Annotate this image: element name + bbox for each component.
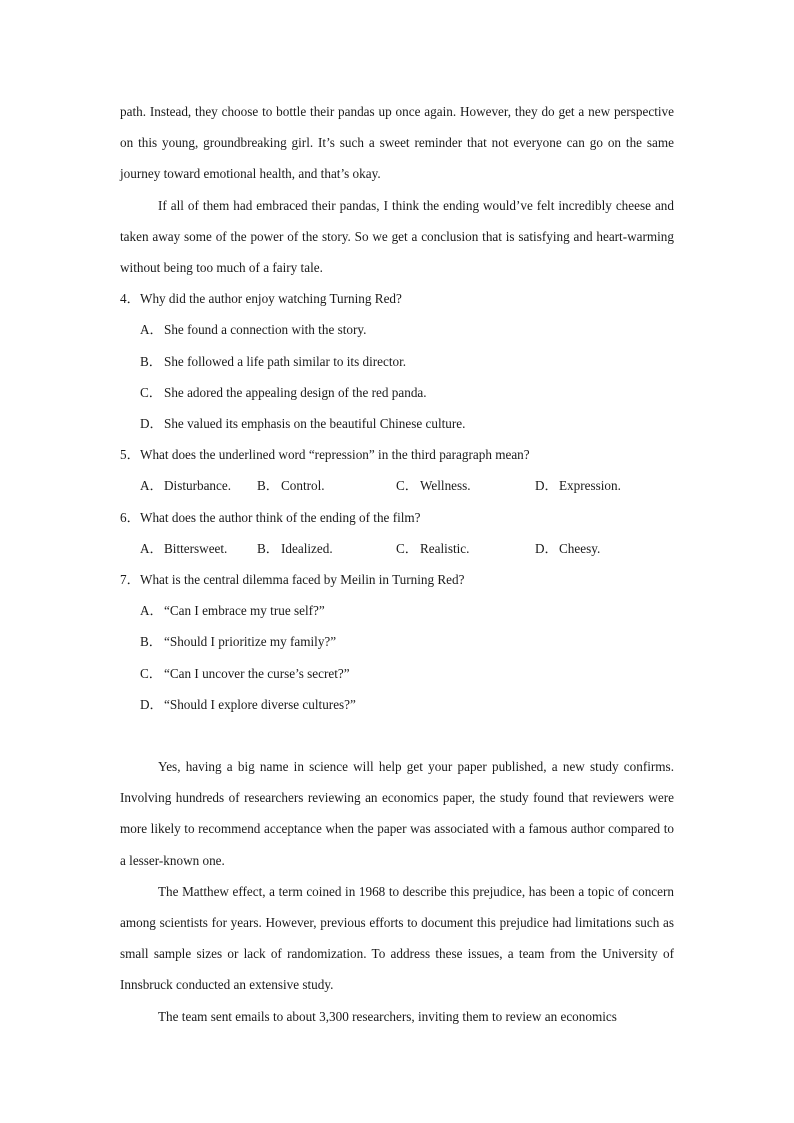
option-text: She valued its emphasis on the beautiful Chinese culture. — [164, 416, 466, 432]
question-number: 5． — [120, 447, 140, 463]
option-d — [120, 408, 674, 439]
options-row — [120, 470, 674, 501]
option-c — [120, 658, 674, 689]
passage-paragraph: The team sent emails to about 3,300 researchers, inviting them to review an economics — [158, 1008, 617, 1024]
option-d — [535, 470, 621, 501]
question-6 — [120, 502, 674, 564]
option-text: “Should I explore diverse cultures?” — [164, 696, 356, 712]
question-number: 4． — [120, 291, 140, 307]
passage-paragraph: Yes, having a big name in science will help get your paper published, a new study confirms. Involving hundreds of researchers reviewing an economics paper, the study found that reviewers were more likely to recommend acceptance when the paper was associated with a famous author compared to a lesser-known one. — [120, 759, 674, 868]
option-label: A． — [140, 540, 163, 556]
option-label: C． — [396, 540, 418, 556]
option-b — [257, 470, 325, 501]
option-label: B． — [257, 540, 279, 556]
option-a — [120, 595, 674, 626]
option-text: She followed a life path similar to its director. — [164, 353, 407, 369]
option-label: C． — [140, 665, 162, 681]
option-text: Control. — [281, 478, 325, 494]
option-label: A． — [140, 478, 163, 494]
option-text: She adored the appealing design of the red panda. — [164, 384, 427, 400]
option-text: Bittersweet. — [164, 540, 228, 556]
passage-paragraph: The Matthew effect, a term coined in 1968 to describe this prejudice, has been a topic of concern among scientists for years. However, previous efforts to document this prejudice had limitations such as small sample sizes or lack of randomization. To address these issues, a team from the University of Innsbruck conducted an extensive study. — [120, 883, 674, 993]
question-stem: What is the central dilemma faced by Meilin in Turning Red? — [140, 572, 465, 588]
option-label: C． — [140, 384, 162, 400]
question-number: 6． — [120, 509, 140, 525]
option-label: A． — [140, 603, 163, 619]
option-text: “Can I embrace my true self?” — [164, 603, 325, 619]
option-label: C． — [396, 478, 418, 494]
option-c — [120, 377, 674, 408]
option-c — [396, 533, 469, 564]
option-label: B． — [140, 634, 162, 650]
option-b — [257, 533, 333, 564]
options-row — [120, 533, 674, 564]
option-c — [396, 470, 471, 501]
document-page — [120, 96, 674, 1032]
option-d — [120, 689, 674, 720]
option-label: D． — [535, 540, 558, 556]
option-text: Cheesy. — [559, 540, 601, 556]
passage-paragraph: If all of them had embraced their pandas, I think the ending would’ve felt incredibly cheese and taken away some of the power of the story. So we get a conclusion that is satisfying and heart-warming without being too much of a fairy tale. — [120, 197, 674, 276]
section-spacer — [120, 720, 674, 751]
question-7 — [120, 564, 674, 720]
option-label: A． — [140, 322, 163, 338]
option-text: “Should I prioritize my family?” — [164, 634, 337, 650]
option-text: She found a connection with the story. — [164, 322, 367, 338]
option-b — [120, 346, 674, 377]
option-a — [120, 314, 674, 345]
option-label: B． — [257, 478, 279, 494]
option-text: Idealized. — [281, 540, 333, 556]
option-label: B． — [140, 353, 162, 369]
option-text: Realistic. — [420, 540, 470, 556]
question-stem: What does the underlined word “repression” in the third paragraph mean? — [140, 447, 530, 463]
question-number: 7． — [120, 572, 140, 588]
option-label: D． — [140, 696, 163, 712]
question-4 — [120, 283, 674, 439]
question-5 — [120, 439, 674, 501]
option-text: Disturbance. — [164, 478, 232, 494]
option-text: Wellness. — [420, 478, 471, 494]
option-text: “Can I uncover the curse’s secret?” — [164, 665, 350, 681]
option-label: D． — [535, 478, 558, 494]
option-d — [535, 533, 600, 564]
question-stem: What does the author think of the ending of the film? — [140, 509, 421, 525]
option-a — [140, 470, 231, 501]
question-stem: Why did the author enjoy watching Turning Red? — [140, 291, 402, 307]
option-label: D． — [140, 416, 163, 432]
passage-paragraph: path. Instead, they choose to bottle their pandas up once again. However, they do get a new perspective on this young, groundbreaking girl. It’s such a sweet reminder that not everyone can go on the same journey toward emotional health, and that’s okay. — [120, 104, 674, 182]
option-text: Expression. — [559, 478, 621, 494]
option-a — [140, 533, 227, 564]
option-b — [120, 626, 674, 657]
